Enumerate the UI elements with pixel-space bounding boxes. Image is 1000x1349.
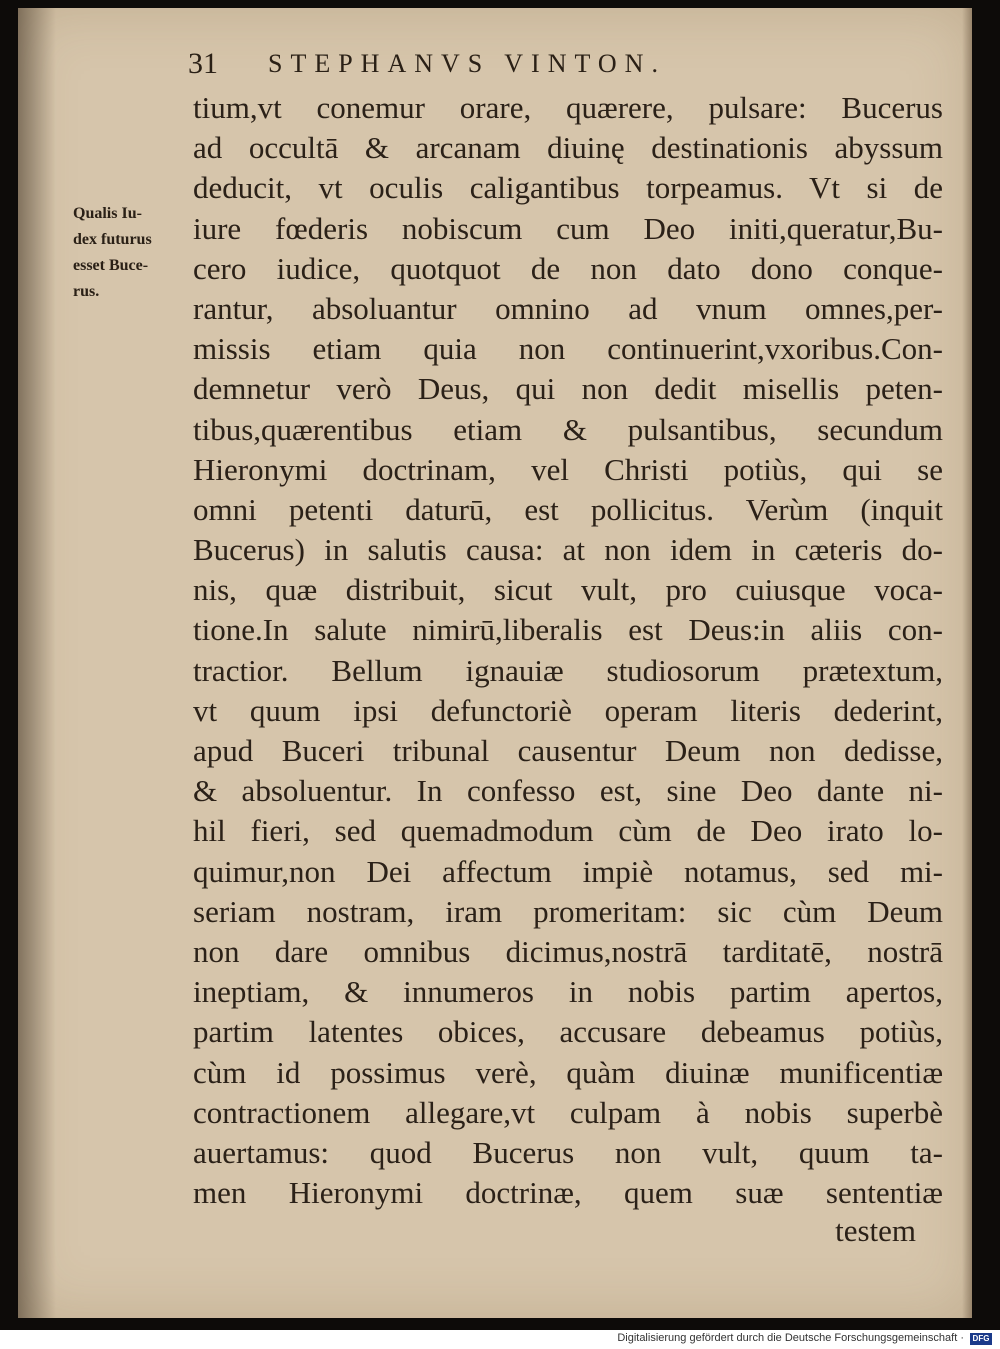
body-line: contractionem allegare,vt culpam à nobis superbè (193, 1094, 943, 1130)
running-head (188, 44, 838, 84)
body-line: hil fieri, sed quemadmodum cùm de Deo irato lo- (193, 813, 943, 849)
body-text (193, 88, 943, 1213)
body-line: seriam nostram, iram promeritam: sic cùm Deum (193, 893, 943, 929)
body-line: ad occultā & arcanam diuinę destinationis abyssum (193, 130, 943, 166)
body-line: rantur, absoluantur omnino ad vnum omnes,per- (193, 290, 943, 326)
body-line: demnetur verò Deus, qui non dedit misellis peten- (193, 371, 943, 407)
body-line: tibus,quærentibus etiam & pulsantibus, secundum (193, 411, 943, 447)
body-line: iure fœderis nobiscum cum Deo initi,queratur,Bu- (193, 210, 943, 246)
catchword: testem (835, 1213, 916, 1248)
body-line: auertamus: quod Bucerus non vult, quum ta- (193, 1134, 943, 1170)
body-line: cero iudice, quotquot de non dato dono conque- (193, 250, 943, 286)
body-line: men Hieronymi doctrinæ, quem suæ sententiæ (193, 1175, 943, 1211)
body-line: omni petenti daturū, est pollicitus. Verùm (inquit (193, 491, 943, 527)
gutter-shadow (18, 8, 56, 1318)
page-number: 31 (188, 47, 218, 80)
body-line: non dare omnibus dicimus,nostrā tarditatē, nostrā (193, 933, 943, 969)
body-line: tione.In salute nimirū,liberalis est Deus:in aliis con- (193, 612, 943, 648)
body-line: ineptiam, & innumeros in nobis partim apertos, (193, 974, 943, 1010)
margin-note-line: esset Buce- (73, 257, 149, 274)
page-edge-shadow (962, 8, 972, 1318)
body-line: Hieronymi doctrinam, vel Christi potiùs, qui se (193, 451, 943, 487)
body-line: & absoluentur. In confesso est, sine Deo dante ni- (193, 773, 943, 809)
running-head-title: STEPHANVS VINTON. (268, 49, 666, 78)
body-line: partim latentes obices, accusare debeamus potiùs, (193, 1014, 943, 1050)
margin-note-line: rus. (73, 283, 100, 300)
body-line: nis, quæ distribuit, sicut vult, pro cuiusque voca- (193, 572, 943, 608)
body-line: cùm id possimus verè, quàm diuinæ munificentiæ (193, 1054, 943, 1090)
dfg-logo-icon: DFG (970, 1333, 992, 1345)
footer (0, 1330, 1000, 1349)
book-page (18, 8, 972, 1318)
body-line: Bucerus) in salutis causa: at non idem in cæteris do- (193, 532, 943, 568)
body-line: apud Buceri tribunal causentur Deum non dedisse, (193, 733, 943, 768)
footer-credit: Digitalisierung gefördert durch die Deutsche Forschungsgemeinschaft · (617, 1332, 964, 1344)
margin-note-line: Qualis Iu- (73, 205, 142, 222)
margin-note (73, 201, 183, 305)
body-line: vt quum ipsi defunctoriè operam literis dederint, (193, 692, 943, 728)
margin-note-line: dex futurus (73, 231, 152, 248)
body-line: deducit, vt oculis caligantibus torpeamus. Vt si de (193, 170, 943, 206)
body-line: tium,vt conemur orare, quærere, pulsare: Bucerus (193, 90, 943, 125)
body-line: tractior. Bellum ignauiæ studiosorum prætextum, (193, 652, 943, 688)
body-line: missis etiam quia non continuerint,vxoribus.Con- (193, 331, 943, 367)
body-line: quimur,non Dei affectum impiè notamus, sed mi- (193, 853, 943, 889)
